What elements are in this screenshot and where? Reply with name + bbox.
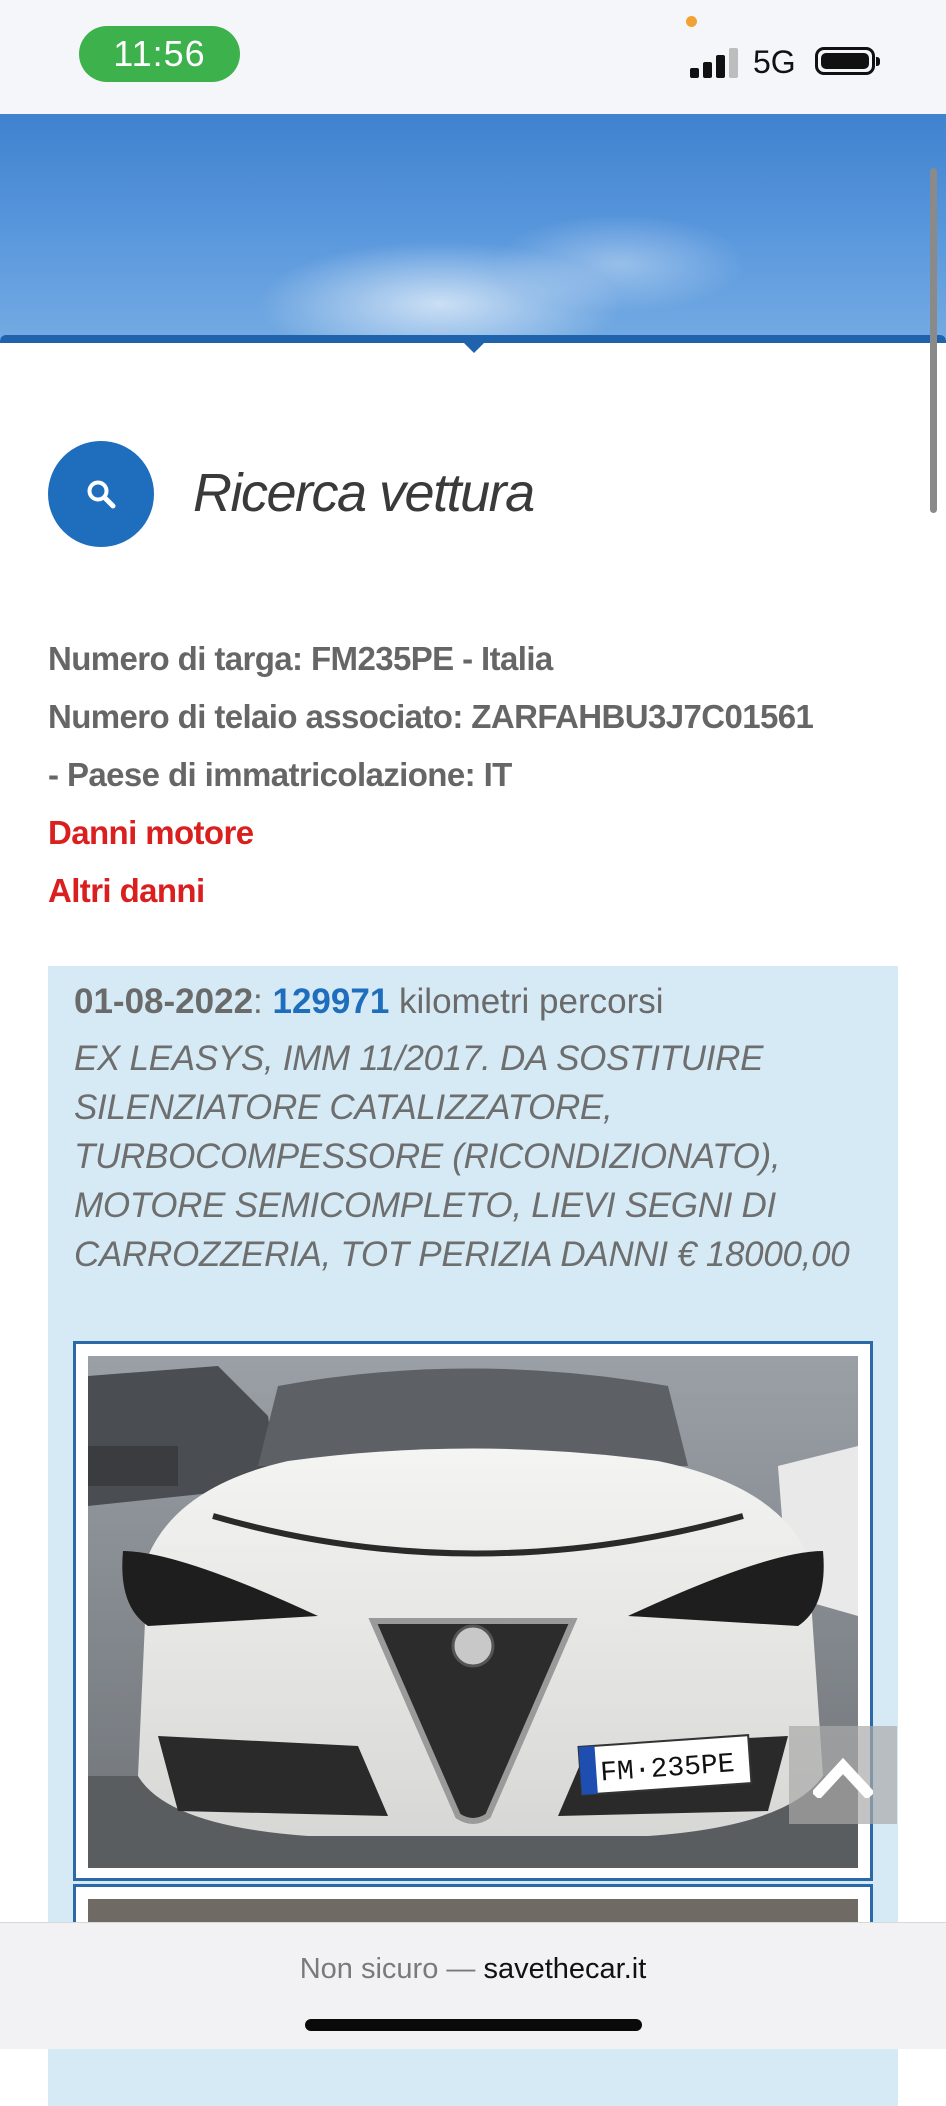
network-type: 5G [753,44,796,80]
car-plate-text: FM·235PE [599,1749,736,1790]
home-indicator[interactable] [305,2019,642,2031]
car-photo[interactable] [88,1356,858,1868]
signal-icon [690,48,740,78]
registration-country: - Paese di immatricolazione: IT [48,756,512,793]
record-header [74,982,664,1022]
status-bar [0,0,946,114]
recording-indicator [686,16,697,27]
status-time: 11:56 [79,26,240,82]
car-photo-illustration [88,1356,858,1868]
record-date: 01-08-2022 [74,982,254,1021]
record-description: EX LEASYS, IMM 11/2017. DA SOSTITUIRE SILENZIATORE CATALIZZATORE, TURBOCOMPESSORE (RICONDIZIONATO), MOTORE SEMICOMPLETO, LIEVI SEGNI DI CARROZZERIA, TOT PERIZIA DANNI € 18000,00 [74,1039,850,1274]
vehicle-info [48,630,928,920]
site-host[interactable]: savethecar.it [483,1953,647,1985]
record-km: 129971 [272,982,390,1021]
browser-address-bar[interactable] [0,1922,946,2049]
search-icon [86,479,116,509]
header-notch [462,341,486,353]
damage-engine: Danni motore [48,814,254,851]
record-km-suffix: kilometri percorsi [389,982,664,1021]
car-photo-frame[interactable] [73,1341,873,1881]
chevron-up-icon [813,1752,873,1798]
scroll-to-top-button[interactable] [789,1726,897,1824]
record-separator: : [253,982,273,1021]
security-label: Non sicuro — [299,1953,484,1985]
damage-other: Altri danni [48,872,205,909]
chassis-number: Numero di telaio associato: ZARFAHBU3J7C01561 [48,698,814,735]
header-banner [0,114,946,339]
plate-number: Numero di targa: FM235PE - Italia [48,640,553,677]
search-badge [48,441,154,547]
page-scrollbar[interactable] [930,168,937,513]
battery-icon [815,47,875,75]
address-text[interactable] [0,1953,946,1986]
page-title: Ricerca vettura [193,463,534,523]
